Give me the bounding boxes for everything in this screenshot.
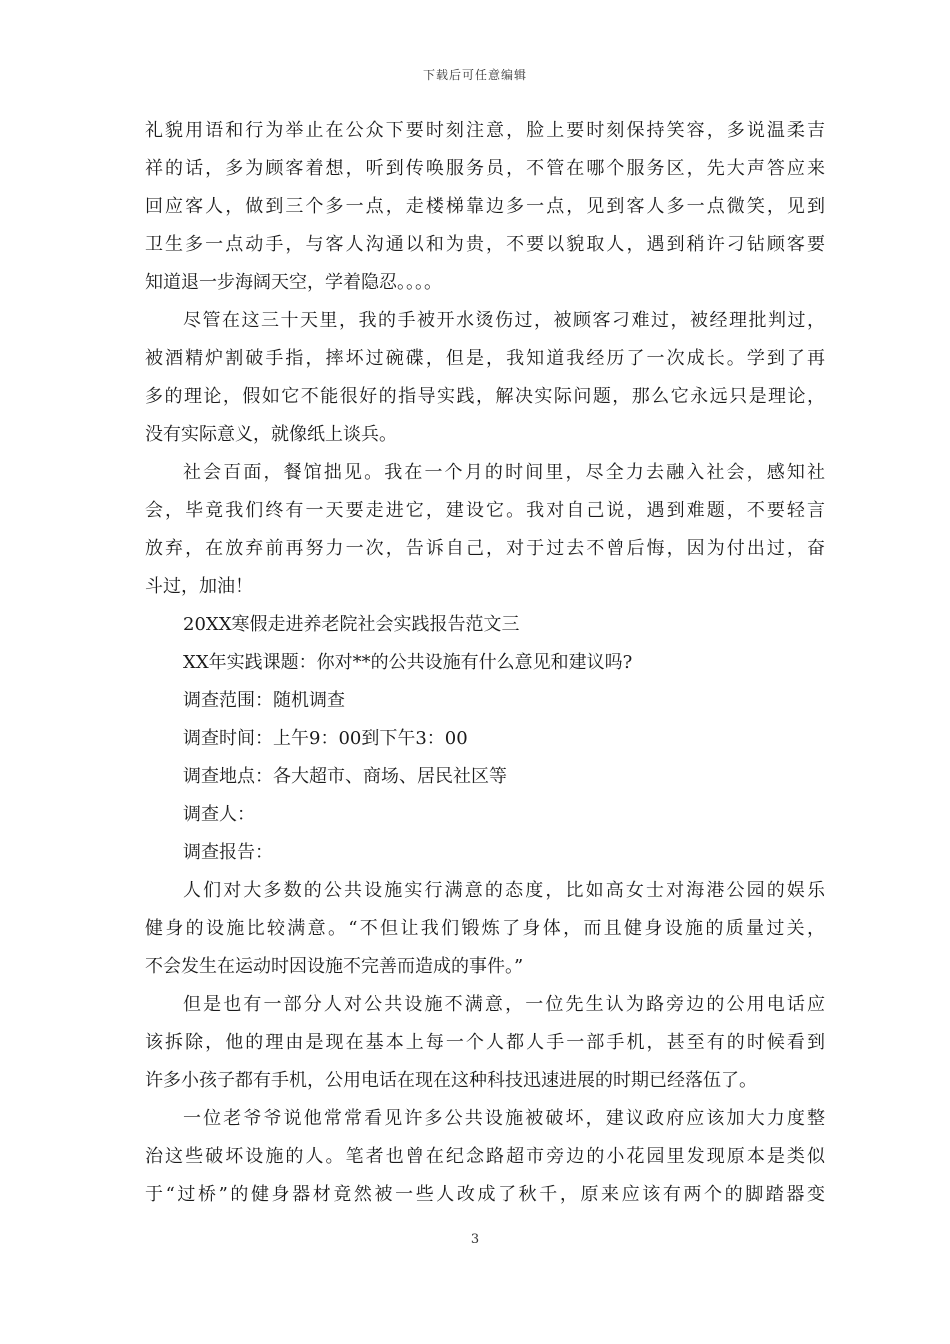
text-line: 但是也有一部分人对公共设施不满意，一位先生认为路旁边的公用电话应: [183, 994, 825, 1015]
text-line: 祥的话，多为顾客着想，听到传唤服务员，不管在哪个服务区，先大声答应来: [145, 158, 825, 179]
text-line: 多的理论，假如它不能很好的指导实践，解决实际问题，那么它永远只是理论，: [145, 386, 825, 407]
page-header: 下载后可任意编辑: [422, 68, 527, 82]
text-line: 卫生多一点动手，与客人沟通以和为贵，不要以貌取人，遇到稍许刁钻顾客要: [145, 234, 825, 255]
document-body: [145, 112, 825, 1214]
text-line: 回应客人，做到三个多一点，走楼梯靠边多一点，见到客人多一点微笑，见到: [145, 196, 825, 217]
text-line: 人们对大多数的公共设施实行满意的态度，比如高女士对海港公园的娱乐: [183, 880, 825, 901]
text-line: 许多小孩子都有手机，公用电话在现在这种科技迅速进展的时期已经落伍了。: [145, 1070, 757, 1091]
text-line: 一位老爷爷说他常常看见许多公共设施被破坏，建议政府应该加大力度整: [183, 1108, 825, 1129]
text-line: 知道退一步海阔天空，学着隐忍。。。。: [145, 272, 442, 293]
text-line: 该拆除，他的理由是现在基本上每一个人都人手一部手机，甚至有的时候看到: [145, 1032, 825, 1053]
text-line: 不会发生在运动时因设施不完善而造成的事件。”: [145, 956, 524, 977]
text-line: 会，毕竟我们终有一天要走进它，建设它。我对自己说，遇到难题，不要轻言: [145, 500, 825, 521]
text-line: 没有实际意义，就像纸上谈兵。: [145, 424, 397, 445]
text-line: XX年实践课题：你对**的公共设施有什么意见和建议吗?: [183, 652, 633, 673]
text-line: 社会百面，餐馆拙见。我在一个月的时间里，尽全力去融入社会，感知社: [183, 462, 825, 483]
text-line: 调查报告：: [183, 842, 273, 863]
text-line: 20XX寒假走进养老院社会实践报告范文三: [183, 614, 520, 635]
text-line: 于“过桥”的健身器材竟然被一些人改成了秋千，原来应该有两个的脚踏器变: [145, 1184, 825, 1205]
text-line: 健身的设施比较满意。“不但让我们锻炼了身体，而且健身设施的质量过关，: [145, 918, 825, 939]
page-number: 3: [470, 1232, 480, 1247]
text-line: 调查时间：上午9：00到下午3：00: [183, 728, 468, 749]
text-line: 被酒精炉割破手指，摔坏过碗碟，但是，我知道我经历了一次成长。学到了再: [145, 348, 825, 369]
text-line: 调查范围：随机调查: [183, 690, 345, 711]
text-line: 调查人：: [183, 804, 255, 825]
text-line: 尽管在这三十天里，我的手被开水烫伤过，被顾客刁难过，被经理批判过，: [183, 310, 825, 331]
text-line: 治这些破坏设施的人。笔者也曾在纪念路超市旁边的小花园里发现原本是类似: [145, 1146, 825, 1167]
text-line: 放弃，在放弃前再努力一次，告诉自己，对于过去不曾后悔，因为付出过，奋: [145, 538, 825, 559]
text-line: 礼貌用语和行为举止在公众下要时刻注意，脸上要时刻保持笑容，多说温柔吉: [145, 120, 825, 141]
text-line: 斗过，加油！: [145, 576, 253, 597]
text-line: 调查地点：各大超市、商场、居民社区等: [183, 766, 507, 787]
